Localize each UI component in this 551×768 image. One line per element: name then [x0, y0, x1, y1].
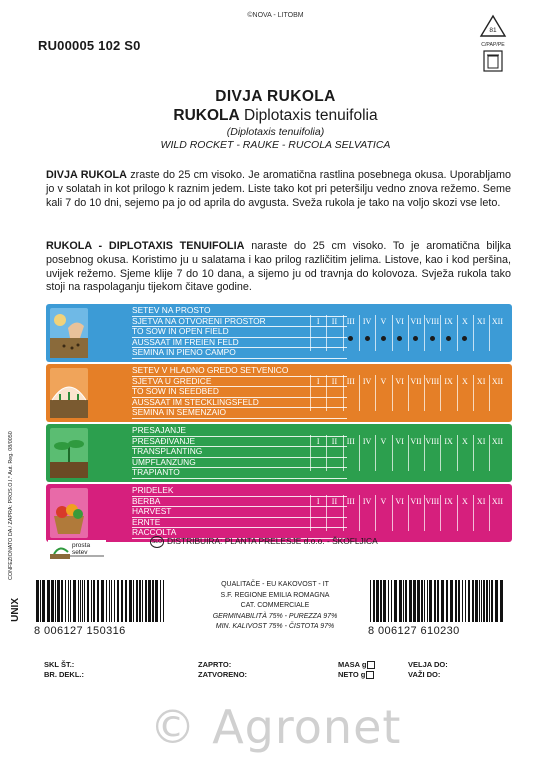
month-label: II: [331, 317, 338, 326]
sowing-dot: [381, 336, 386, 341]
month-label: XII: [491, 317, 503, 326]
month-label: I: [316, 377, 320, 386]
month-label: IV: [362, 497, 372, 506]
greenhouse-icon: [50, 368, 88, 418]
month-label: VI: [395, 377, 404, 386]
calendar-labels: PRIDELEK BERBA HARVEST ERNTE RACCOLTA: [132, 486, 347, 539]
distributor-line: [150, 536, 378, 548]
barcode-right: [368, 580, 504, 637]
slo-badge: SLO: [150, 536, 164, 548]
month-label: VI: [395, 437, 404, 446]
month-label: XII: [491, 437, 503, 446]
month-grid: [310, 495, 506, 531]
month-label: I: [316, 317, 320, 326]
barcode-left-number: 8 006127 150316: [34, 625, 126, 637]
month-label: II: [331, 377, 338, 386]
title-block: [0, 88, 551, 151]
title-croatian-latin: Diplotaxis tenuifolia: [244, 107, 378, 124]
title-croatian: [0, 107, 551, 125]
month-label: XI: [476, 497, 486, 506]
month-label: V: [380, 437, 387, 446]
title-slovene: DIVJA RUKOLA: [215, 88, 336, 105]
legend-label: prosta setev: [72, 542, 91, 556]
month-label: IV: [362, 437, 372, 446]
month-label: XI: [476, 377, 486, 386]
barcode-right-bars: [368, 580, 504, 622]
side-imprint: CONFEZIONATO DA / ZAPRA: PROS.O.I.* Aut. Reg. 08/0050: [8, 431, 14, 580]
seedling-icon: [50, 428, 88, 478]
month-label: VII: [410, 317, 422, 326]
month-label: X: [461, 437, 468, 446]
watermark: © Agronet: [149, 700, 402, 754]
calendar-row-sowing: [46, 304, 512, 362]
month-label: VII: [410, 497, 422, 506]
title-translations: WILD ROCKET - RAUKE - RUCOLA SELVATICA: [160, 139, 391, 151]
month-label: XI: [476, 437, 486, 446]
recycle-text: C/PAP/PE: [481, 42, 505, 48]
recycle-code: 81: [489, 27, 497, 34]
recycling-mark: [478, 14, 508, 76]
month-label: III: [346, 437, 355, 446]
month-label: VIII: [425, 437, 440, 446]
month-label: VII: [410, 377, 422, 386]
barcode-left-bars: [34, 580, 168, 622]
legend-sowing-icon: [48, 540, 106, 562]
month-label: VII: [410, 437, 422, 446]
month-label: III: [346, 497, 355, 506]
field-skl: SKL ŠT.: BR. DEKL.:: [44, 660, 84, 679]
unix-label: UNIX: [10, 598, 21, 622]
month-grid: [310, 315, 506, 351]
month-label: II: [331, 497, 338, 506]
month-label: II: [331, 437, 338, 446]
calendar-labels: PRESAJANJE PRESAĐIVANJE TRANSPLANTING UMPFLANZUNG TRAPIANTO: [132, 426, 347, 479]
month-label: IV: [362, 317, 372, 326]
field-zaprto: ZAPRTO: ZATVORENO:: [198, 660, 248, 679]
month-label: VI: [395, 497, 404, 506]
month-label: I: [316, 497, 320, 506]
month-label: V: [380, 377, 387, 386]
month-label: IX: [444, 317, 453, 326]
month-label: IX: [444, 437, 453, 446]
barcode-right-number: 8 006127 610230: [368, 625, 460, 637]
month-label: XII: [491, 497, 503, 506]
month-label: V: [380, 317, 387, 326]
calendar-labels: SETEV NA PROSTO SJETVA NA OTVORENI PROSTOR TO SOW IN OPEN FIELD AUSSAAT IM FREIEN FELD SEMINA IN PIENO CAMPO: [132, 306, 347, 359]
month-label: IX: [444, 497, 453, 506]
month-label: X: [461, 377, 468, 386]
month-label: X: [461, 497, 468, 506]
field-velja: VELJA DO: VAŽI DO:: [408, 660, 448, 679]
description-slovene: DIVJA RUKOLA zraste do 25 cm visoko. Je aromatična rastlina posebnega okusa. Uporabljamo jo v solatah in kot prilogo k raznim jedem. Liste tako kot pri peteršilju vedno znova režemo. Seme kali 7 do 10 dni, sejemo pa jo od aprila do avgusta. Sveža rukola je tako na voljo skozi vse leto.: [46, 169, 511, 209]
month-label: VIII: [425, 497, 440, 506]
month-label: VIII: [425, 377, 440, 386]
field-masa: MASA g NETO g: [338, 660, 375, 680]
product-code: RU00005 102 S0: [38, 38, 141, 53]
month-label: I: [316, 437, 320, 446]
title-croatian-bold: RUKOLA: [173, 107, 240, 124]
month-grid: [310, 435, 506, 471]
description-croatian: RUKOLA - DIPLOTAXIS TENUIFOLIA naraste do 25 cm visoko. To je aromatična biljka posebnog okusa. Koristimo ju u salatama i kao prilog različitim jelima. Listove, kao i kod peršina, uvijek režemo. Sjeme klije 7 do 10 dana, a sijemo ju od travnja do kolovoza. Svježa rukola tako stoji na raspolaganju tijekom čitave godine.: [46, 240, 512, 294]
barcode-left: [34, 580, 168, 637]
calendar-row-transplant: [46, 424, 512, 482]
calendar-labels: SETEV V HLADNO GREDO SETVENICO SJETVA U GREDICE TO SOW IN SEEDBED AUSSAAT IM STECKLINGSFELD SEMINA IN SEMENZAIO: [132, 366, 347, 419]
month-label: VI: [395, 317, 404, 326]
distributor-text: DISTRIBUIRA: PLANTA PRELESJE d.o.o. - ŠKOFLJICA: [167, 536, 378, 547]
month-label: VIII: [425, 317, 440, 326]
calendar-row-seedbed: [46, 364, 512, 422]
copyright-line: ©NOVA - LITOBM: [247, 12, 304, 19]
calendar-row-harvest: [46, 484, 512, 542]
month-grid: [310, 375, 506, 411]
sowing-outdoor-icon: [50, 308, 88, 358]
quality-block: QUALITAČE - EU KAKOVOST - IT S.F. REGIONE EMILIA ROMAGNA CAT. COMMERCIALE GERMINABILITÀ 75% - PUREZZA 97% MIN. KALIVOST 75% - ČISTOTA 97%: [212, 581, 338, 630]
sowing-dot: [365, 336, 370, 341]
harvest-basket-icon: [50, 488, 88, 538]
title-latin: (Diplotaxis tenuifolia): [226, 126, 325, 138]
month-label: III: [346, 317, 355, 326]
month-label: III: [346, 377, 355, 386]
recycle-triangle-icon: [478, 14, 508, 76]
month-label: V: [380, 497, 387, 506]
month-label: XII: [491, 377, 503, 386]
month-label: XI: [476, 317, 486, 326]
month-label: IX: [444, 377, 453, 386]
month-label: IV: [362, 377, 372, 386]
sowing-dot: [430, 336, 435, 341]
month-label: X: [461, 317, 468, 326]
